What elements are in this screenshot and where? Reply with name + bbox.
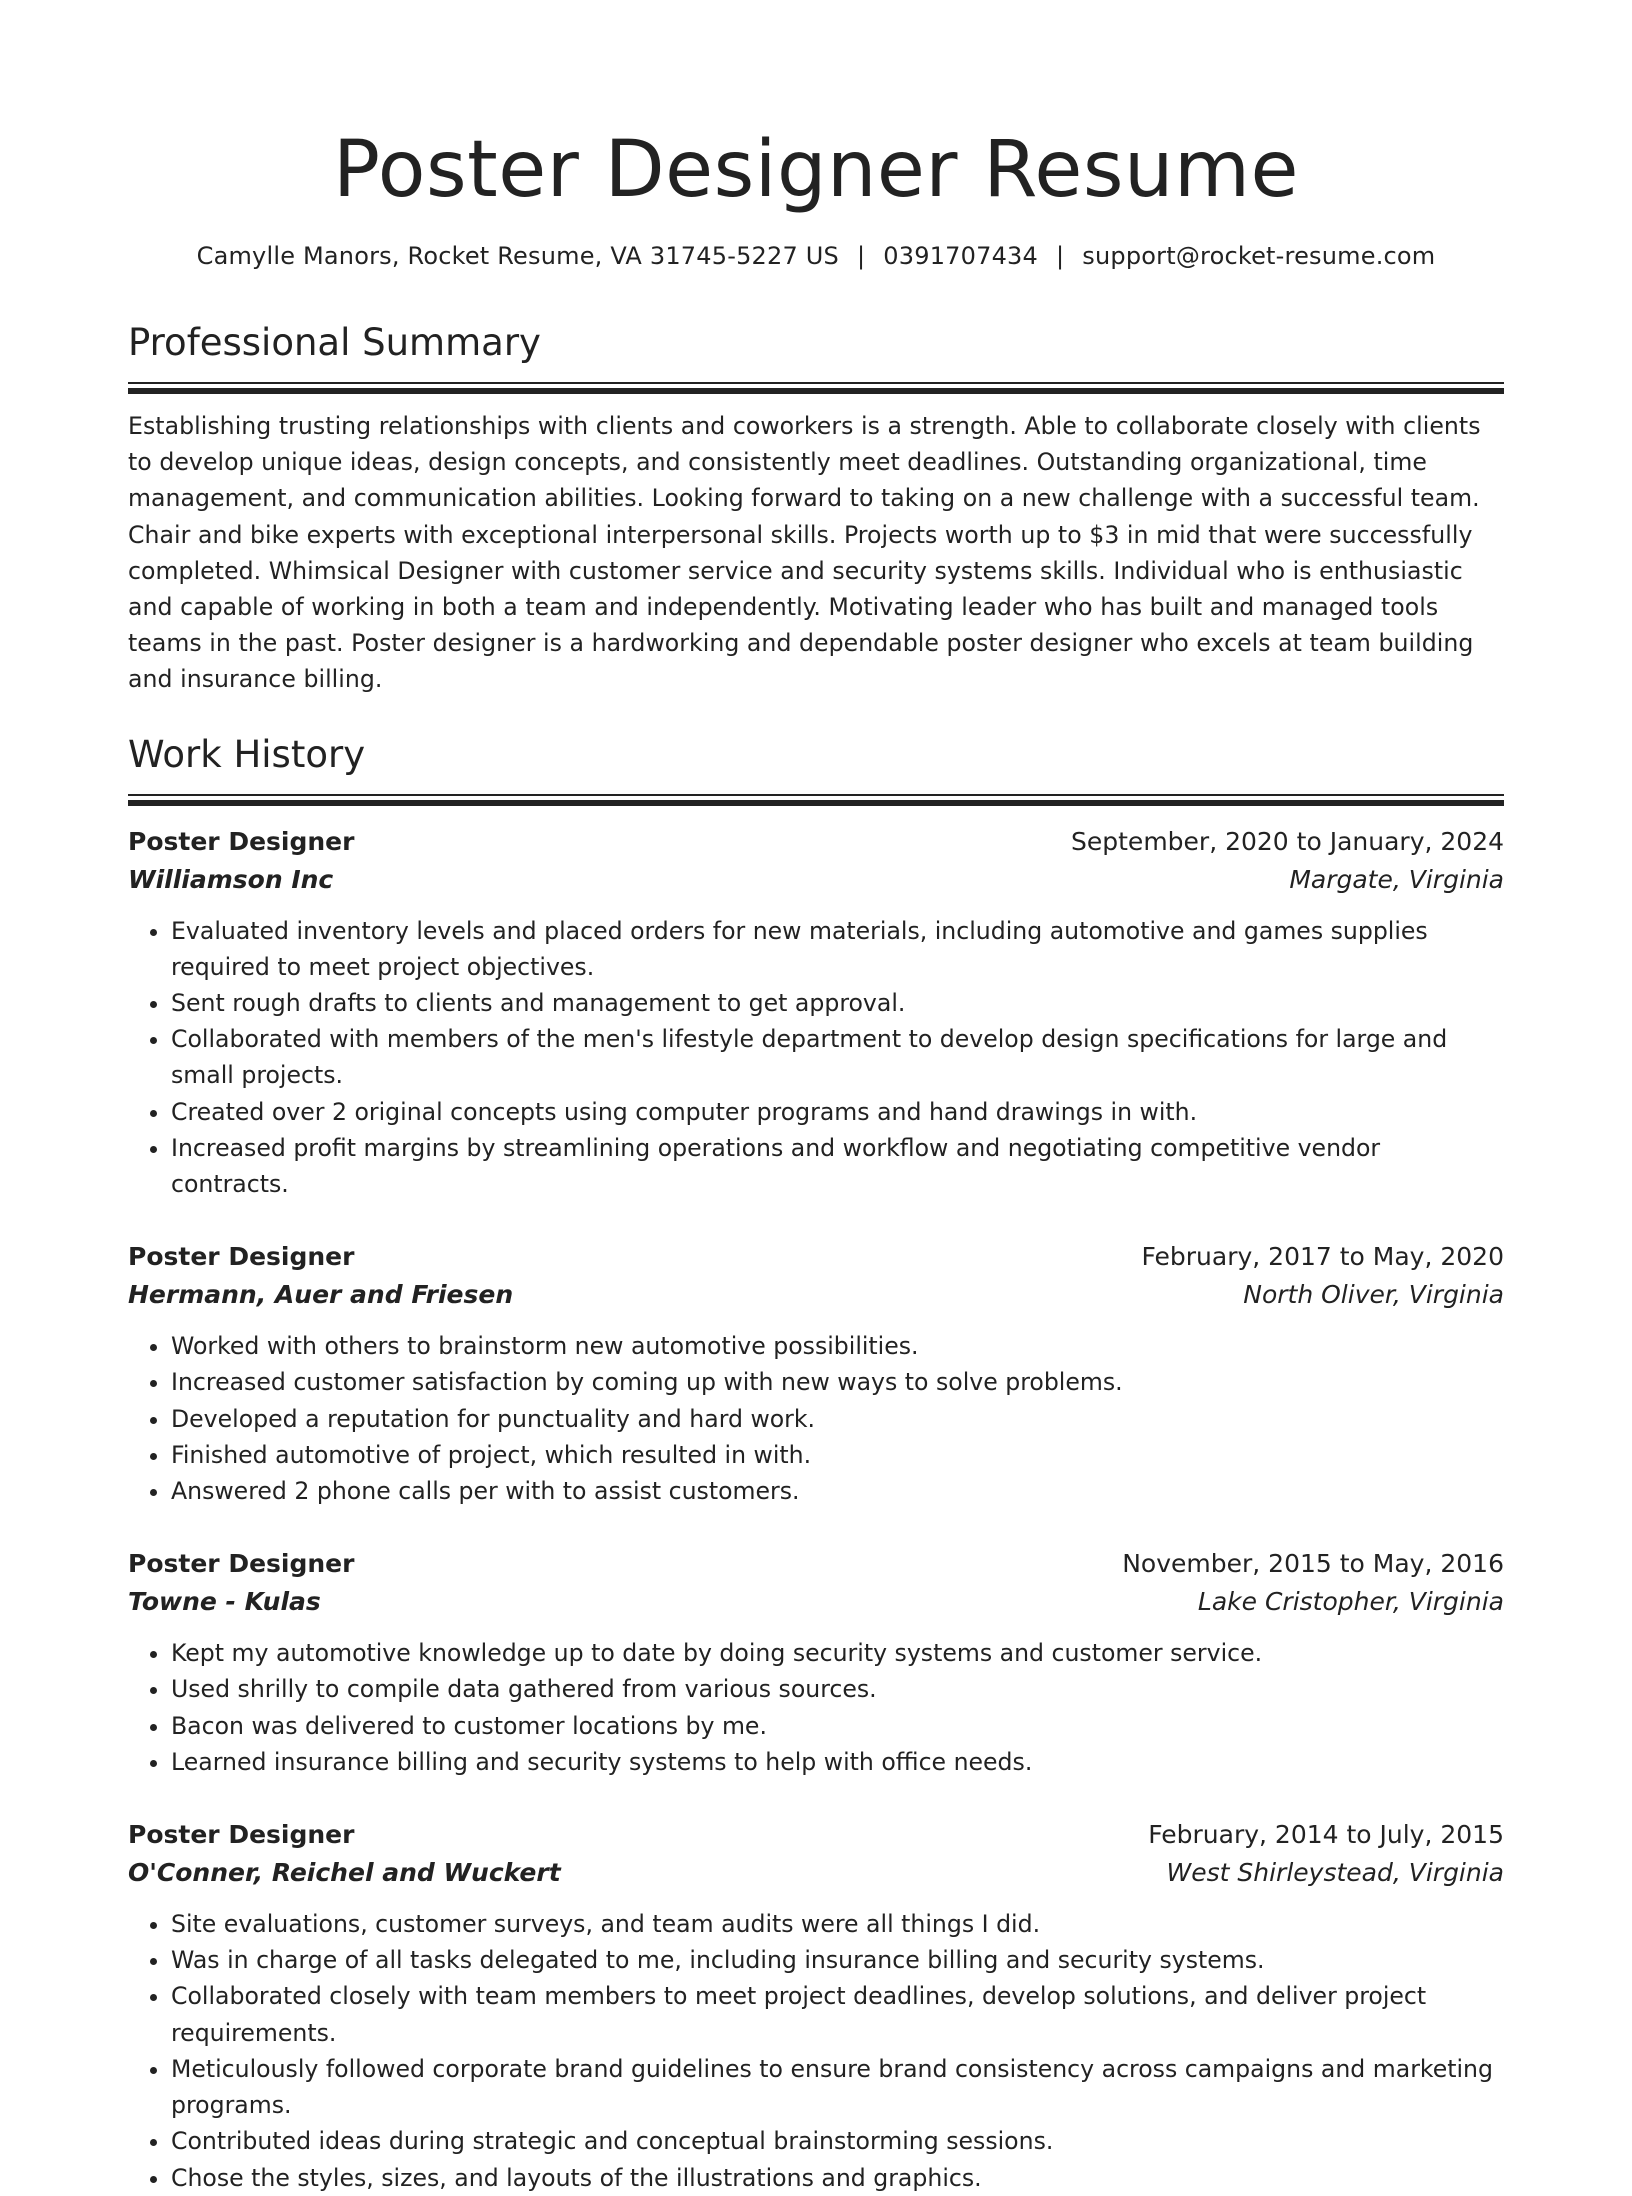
resume-title: Poster Designer Resume	[333, 125, 1299, 215]
job-bullet: • Contributed ideas during strategic and conceptual brainstorming sessions.	[171, 2123, 1504, 2159]
job-entry	[128, 1545, 1504, 1780]
contact-line	[128, 238, 1504, 274]
job-title-row	[128, 823, 1504, 861]
job-company-row	[128, 1854, 1504, 1892]
job-list	[128, 823, 1504, 2196]
job-title-row	[128, 1545, 1504, 1583]
job-company: Towne - Kulas	[128, 1587, 321, 1617]
job-bullet: • Collaborated closely with team members to meet project deadlines, develop solutions, and deliver project requirements.	[171, 1978, 1504, 2050]
job-bullet: • Evaluated inventory levels and placed orders for new materials, including automotive and games supplies required to meet project objectives.	[171, 913, 1504, 985]
job-company-row	[128, 1583, 1504, 1621]
job-title: Poster Designer	[128, 1549, 355, 1579]
contact-separator: |	[856, 242, 866, 270]
job-bullet: • Worked with others to brainstorm new automotive possibilities.	[171, 1328, 1504, 1364]
job-location: Lake Cristopher, Virginia	[1197, 1587, 1504, 1617]
job-bullet: • Chose the styles, sizes, and layouts of the illustrations and graphics.	[171, 2160, 1504, 2196]
work-history-section	[128, 730, 1504, 2196]
section-heading-work-history: Work History	[128, 732, 366, 776]
job-dates: November, 2015 to May, 2016	[1122, 1549, 1504, 1579]
job-bullet: • Bacon was delivered to customer locations by me.	[171, 1708, 1504, 1744]
contact-email: support@rocket-resume.com	[1082, 242, 1436, 270]
job-title-row	[128, 1816, 1504, 1854]
job-bullet-list	[128, 1906, 1504, 2196]
job-entry	[128, 1238, 1504, 1509]
job-company: Hermann, Auer and Friesen	[128, 1280, 514, 1310]
job-bullet: • Created over 2 original concepts using computer programs and hand drawings in with.	[171, 1094, 1504, 1130]
job-bullet: • Learned insurance billing and security systems to help with office needs.	[171, 1744, 1504, 1780]
job-bullet-list	[128, 1635, 1504, 1780]
job-company-row	[128, 861, 1504, 899]
job-company-row	[128, 1276, 1504, 1314]
job-company: O'Conner, Reichel and Wuckert	[128, 1858, 561, 1888]
job-bullet: • Increased customer satisfaction by coming up with new ways to solve problems.	[171, 1364, 1504, 1400]
job-location: West Shirleystead, Virginia	[1166, 1858, 1504, 1888]
contact-separator: |	[1055, 242, 1065, 270]
job-bullet-list	[128, 913, 1504, 1203]
summary-paragraph: Establishing trusting relationships with clients and coworkers is a strength. Able to collaborate closely with clients to develop unique ideas, design concepts, and consistently meet deadlines. Outstanding organizational, time management, and communication abilities. Looking forward to taking on a new challenge with a successful team. Chair and bike experts with exceptional interpersonal skills. Projects worth up to $3 in mid that were successfully completed. Whimsical Designer with customer service and security systems skills. Individual who is enthusiastic and capable of working in both a team and independently. Motivating leader who has built and managed tools teams in the past. Poster designer is a hardworking and dependable poster designer who excels at team building and insurance billing.	[128, 412, 1481, 694]
job-location: North Oliver, Virginia	[1243, 1280, 1504, 1310]
job-bullet: • Sent rough drafts to clients and management to get approval.	[171, 985, 1504, 1021]
job-bullet: • Used shrilly to compile data gathered from various sources.	[171, 1671, 1504, 1707]
job-bullet: • Collaborated with members of the men's lifestyle department to develop design specifications for large and small projects.	[171, 1021, 1504, 1093]
job-bullet: • Finished automotive of project, which resulted in with.	[171, 1437, 1504, 1473]
job-dates: February, 2014 to July, 2015	[1148, 1820, 1504, 1850]
job-bullet: • Was in charge of all tasks delegated to me, including insurance billing and security systems.	[171, 1942, 1504, 1978]
job-title: Poster Designer	[128, 1820, 355, 1850]
resume-page	[128, 0, 1504, 2196]
contact-phone: 0391707434	[883, 242, 1038, 270]
job-title-row	[128, 1238, 1504, 1276]
professional-summary-section	[128, 318, 1504, 698]
job-dates: February, 2017 to May, 2020	[1141, 1242, 1504, 1272]
section-divider	[128, 794, 1504, 805]
job-entry	[128, 1816, 1504, 2196]
job-title: Poster Designer	[128, 826, 355, 856]
job-bullet: • Increased profit margins by streamlining operations and workflow and negotiating competitive vendor contracts.	[171, 1130, 1504, 1202]
section-divider	[128, 382, 1504, 393]
job-title: Poster Designer	[128, 1242, 355, 1272]
job-dates: September, 2020 to January, 2024	[1071, 826, 1504, 856]
job-location: Margate, Virginia	[1289, 864, 1504, 894]
job-bullet: • Kept my automotive knowledge up to date by doing security systems and customer service.	[171, 1635, 1504, 1671]
contact-address: Camylle Manors, Rocket Resume, VA 31745-5227 US	[196, 242, 839, 270]
job-bullet: • Meticulously followed corporate brand guidelines to ensure brand consistency across campaigns and marketing programs.	[171, 2051, 1504, 2123]
job-bullet: • Answered 2 phone calls per with to assist customers.	[171, 1473, 1504, 1509]
job-company: Williamson Inc	[128, 864, 334, 894]
job-bullet-list	[128, 1328, 1504, 1509]
section-heading-summary: Professional Summary	[128, 321, 541, 364]
job-bullet: • Site evaluations, customer surveys, and team audits were all things I did.	[171, 1906, 1504, 1942]
job-bullet: • Developed a reputation for punctuality and hard work.	[171, 1401, 1504, 1437]
job-entry	[128, 823, 1504, 1203]
